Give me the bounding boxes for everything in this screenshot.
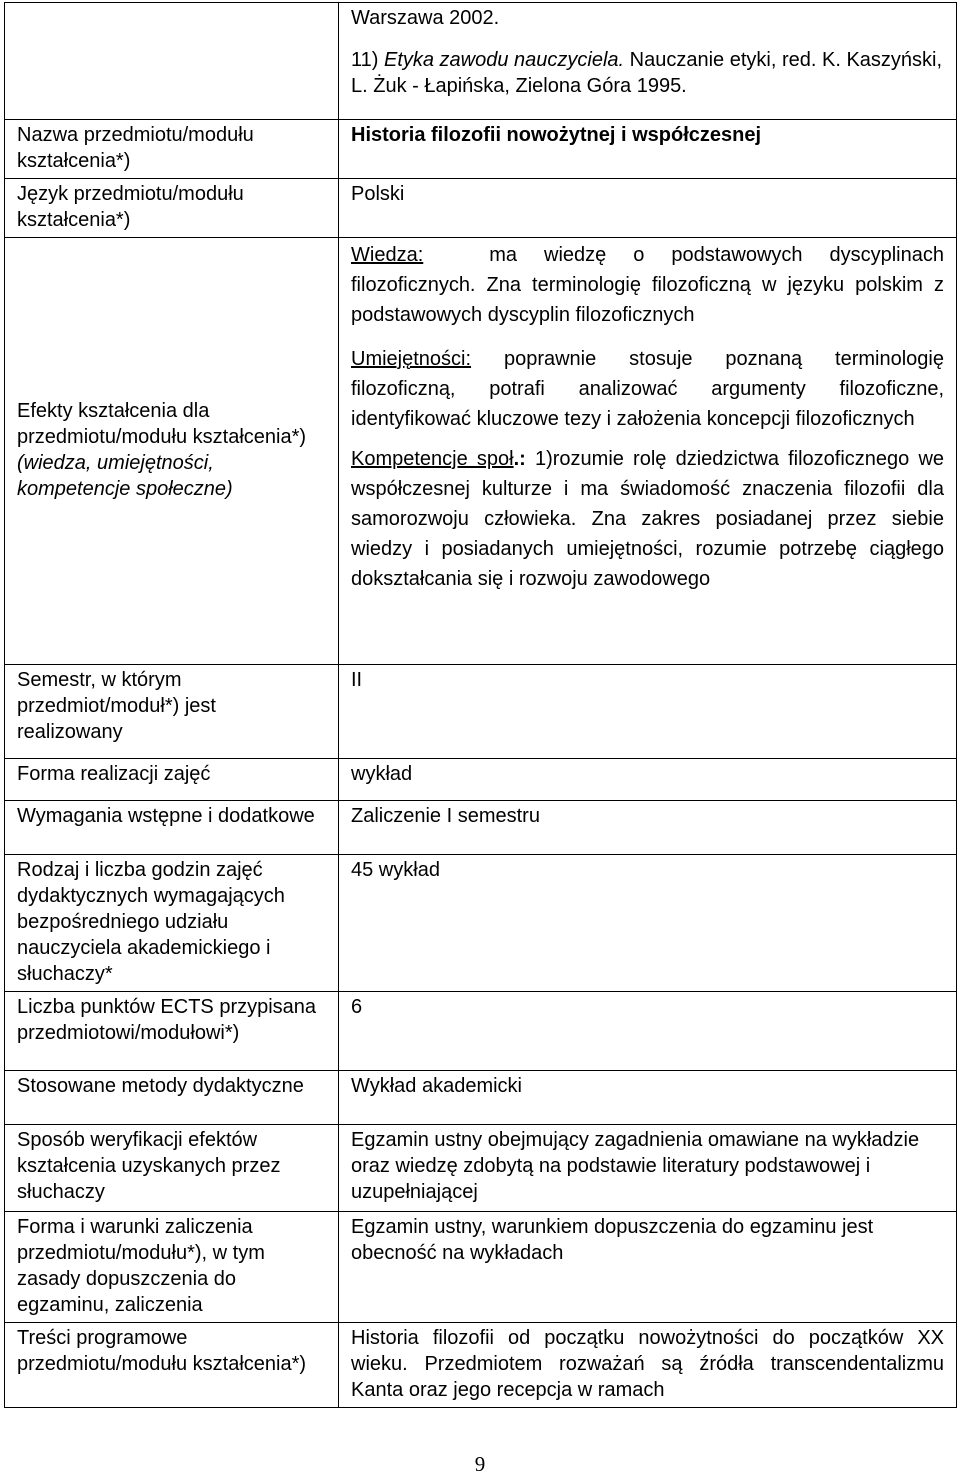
outcomes-label-italic: (wiedza, umiejętności, kompetencje społeczne) — [17, 452, 233, 500]
table-row — [5, 801, 957, 855]
table-row — [5, 855, 957, 992]
skills-outcome — [351, 344, 944, 434]
row-label — [5, 238, 339, 665]
row-label: Forma i warunki zaliczenia przedmiotu/modułu*), w tym zasady dopuszczenia do egzaminu, zaliczenia — [5, 1212, 339, 1323]
skills-heading: Umiejętności: — [351, 348, 472, 370]
table-row — [5, 179, 957, 238]
hours-value: 45 wykład — [339, 855, 957, 992]
page-number: 9 — [474, 1452, 486, 1476]
table-row — [5, 120, 957, 179]
row-label: Nazwa przedmiotu/modułu kształcenia*) — [5, 120, 339, 179]
competence-outcome — [351, 444, 944, 594]
bibliography-line: Warszawa 2002. — [351, 7, 500, 29]
table-row — [5, 1323, 957, 1408]
semester-value: II — [339, 665, 957, 759]
skills-text: poprawnie stosuje poznaną terminologię filozoficzną, potrafi analizować argumenty filozoficzne, identyfikować kluczowe tezy i założenia koncepcji filozoficznych — [351, 348, 944, 430]
conditions-value: Egzamin ustny, warunkiem dopuszczenia do egzaminu jest obecność na wykładach — [339, 1212, 957, 1323]
table-row — [5, 238, 957, 665]
table-row — [5, 759, 957, 801]
row-label: Rodzaj i liczba godzin zajęć dydaktycznych wymagających bezpośredniego udziału nauczyciela akademickiego i słuchaczy* — [5, 855, 339, 992]
content-value: Historia filozofii od początku nowożytności do początków XX wieku. Przedmiotem rozważań są źródła transcendentalizmu Kanta oraz jego recepcja w ramach — [339, 1323, 957, 1408]
outcomes-label: Efekty kształcenia dla przedmiotu/modułu kształcenia*) — [17, 400, 307, 448]
competence-text: 1)rozumie rolę dziedzictwa filozoficznego we współczesnej kulturze i ma świadomość znaczenia filozofii dla samorozwoju człowieka. Zna zakres posiadanej przez siebie wiedzy i posiadanych umiejętności, rozumie potrzebę ciągłego dokształcania się i rozwoju zawodowego — [351, 448, 945, 590]
table-row — [5, 3, 957, 120]
bibliography-item — [351, 47, 944, 99]
row-label: Liczba punktów ECTS przypisana przedmiotowi/modułowi*) — [5, 992, 339, 1071]
requirements-value: Zaliczenie I semestru — [339, 801, 957, 855]
row-label: Sposób weryfikacji efektów kształcenia uzyskanych przez słuchaczy — [5, 1125, 339, 1212]
item-number: 11) — [351, 49, 384, 71]
row-label: Treści programowe przedmiotu/modułu kształcenia*) — [5, 1323, 339, 1408]
bibliography-cell — [339, 3, 957, 120]
course-table — [4, 2, 957, 1408]
knowledge-heading: Wiedza: — [351, 244, 424, 266]
competence-heading: Kompetencje społ — [351, 448, 514, 470]
row-label: Język przedmiotu/modułu kształcenia*) — [5, 179, 339, 238]
learning-outcomes — [339, 238, 957, 665]
table-row — [5, 1125, 957, 1212]
empty-cell — [5, 3, 339, 120]
table-row — [5, 1212, 957, 1323]
table-row — [5, 1071, 957, 1125]
competence-colon: .: — [513, 448, 526, 470]
row-label: Wymagania wstępne i dodatkowe — [5, 801, 339, 855]
verification-value: Egzamin ustny obejmujący zagadnienia omawiane na wykładzie oraz wiedzę zdobytą na podstawie literatury podstawowej i uzupełniającej — [339, 1125, 957, 1212]
row-label: Semestr, w którym przedmiot/moduł*) jest realizowany — [5, 665, 339, 759]
course-name: Historia filozofii nowożytnej i współczesnej — [339, 120, 957, 179]
methods-value: Wykład akademicki — [339, 1071, 957, 1125]
course-language: Polski — [339, 179, 957, 238]
book-details: Nauczanie etyki, red. K. Kaszyński, L. Żuk - Łapińska, Zielona Góra 1995. — [351, 49, 943, 97]
row-label: Stosowane metody dydaktyczne — [5, 1071, 339, 1125]
knowledge-outcome — [351, 240, 944, 330]
table-row — [5, 992, 957, 1071]
book-title: Etyka zawodu nauczyciela. — [383, 49, 625, 71]
row-label: Forma realizacji zajęć — [5, 759, 339, 801]
ects-value: 6 — [339, 992, 957, 1071]
knowledge-text: ma wiedzę o podstawowych dyscyplinach filozoficznych. Zna terminologię filozoficzną w języku polskim z podstawowych dyscyplin filozoficznych — [351, 244, 944, 326]
form-value: wykład — [339, 759, 957, 801]
table-row — [5, 665, 957, 759]
